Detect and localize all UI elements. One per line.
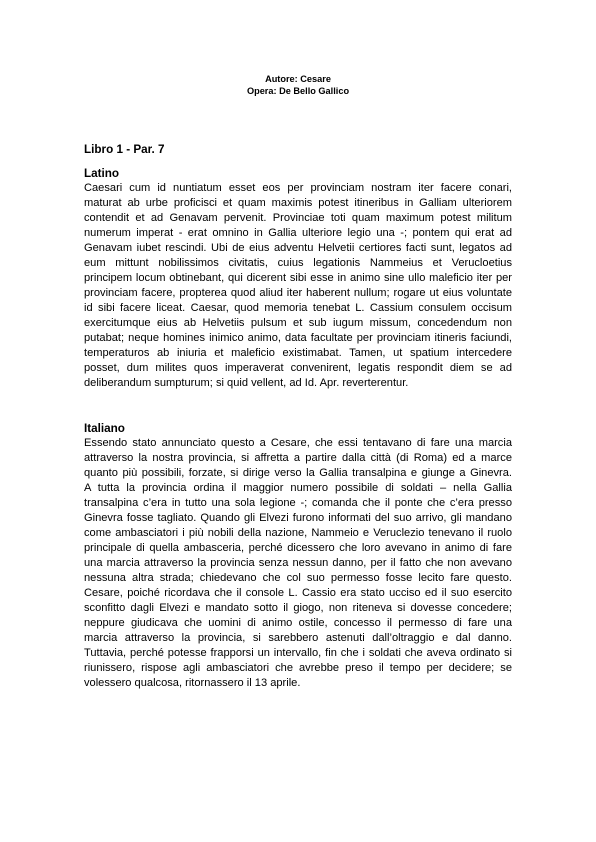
document-header <box>0 73 596 97</box>
text-line: quanto più possibili, forzate, si dirige verso la Gallia transalpina e giunge a Ginevra. <box>84 467 512 479</box>
text-line: una marcia attraverso la provincia senza nessun danno, per il fatto che non avevano <box>84 557 512 569</box>
text-line: Tuttavia, perché potesse frapporsi un intervallo, fin che i soldati che aveva ordinato si <box>84 647 512 659</box>
text-line: contendit et ad Genavam pervenit. Provinciae toti quam maximum potest militum <box>84 212 512 224</box>
text-line: nessuna altra strada; chiedevano che col suo permesso fosse lecito fare questo. <box>84 572 512 584</box>
text-line: attraverso la nostra provincia, si affretta a partire dalla città (di Roma) ed a marce <box>84 452 512 464</box>
text-line: exercitumque eius ab Helvetiis pulsum et sub iugum missum, concedendum non <box>84 317 512 329</box>
chapter-title: Libro 1 - Par. 7 <box>84 143 165 156</box>
text-line: marcia attraverso la provincia, si sarebbero astenuti dall’oltraggio e dal danno. <box>84 632 512 644</box>
text-line: sconfitto dagli Elvezi e mandato sotto il giogo, non riteneva si dovesse concedere; <box>84 602 512 614</box>
text-line: temperaturos ab iniuria et maleficio existimabat. Tamen, ut spatium intercedere <box>84 347 512 359</box>
text-line: deliberandum sumpturum; si quid vellent, ad Id. Apr. reverterentur. <box>84 377 409 389</box>
text-line: Cesare, poiché ricordava che il console L. Cassio era stato ucciso ed il suo esercito <box>84 587 512 599</box>
text-line: putabat; neque homines inimico animo, data facultate per provinciam itineris faciundi, <box>84 332 512 344</box>
text-line: eum mittunt nobilissimos civitatis, cuius legationis Nammeius et Verucloetius <box>84 257 512 269</box>
author-line: Autore: Cesare <box>265 74 331 84</box>
text-line: volessero qualcosa, ritornassero il 13 aprile. <box>84 677 301 689</box>
text-line: numerum imperat - erat omnino in Gallia ulteriore legio una -; pontem qui erat ad <box>84 227 512 239</box>
text-line: posset, dum milites quos imperaverat convenirent, legatis respondit diem se ad <box>84 362 512 374</box>
italian-heading: Italiano <box>84 422 125 435</box>
text-line: Essendo stato annunciato questo a Cesare, che essi tentavano di fare una marcia <box>84 437 512 449</box>
text-line: principem locum obtinebant, qui dicerent sibi esse in animo sine ullo maleficio iter per <box>84 272 512 284</box>
text-line: riunissero, rispose agli ambasciatori che avrebbe preso il tempo per decidere; se <box>84 662 512 674</box>
text-line: provinciam facere, propterea quod aliud iter haberent nullum; rogare ut eius voluntate <box>84 287 512 299</box>
work-line: Opera: De Bello Gallico <box>246 86 350 96</box>
latin-heading: Latino <box>84 167 120 180</box>
text-line: Genavam iubet rescindi. Ubi de eius adventu Helvetii certiores facti sunt, legatos ad <box>84 242 512 254</box>
text-line: Ginevra fosse tagliato. Quando gli Elvezi furono informati del suo arrivo, gli mandano <box>84 512 512 524</box>
text-line: come ambasciatori i più nobili della nazione, Nammeio e Veruclezio tenevano il ruolo <box>84 527 512 539</box>
text-line: maturat ab urbe proficisci et quam maximis potest itineribus in Galliam ulteriorem <box>84 197 512 209</box>
text-line: transalpina c’era in tutto una sola legione -; comanda che il ponte che c’era presso <box>84 497 512 509</box>
text-line: Caesari cum id nuntiatum esset eos per provinciam nostram iter facere conari, <box>84 182 512 194</box>
text-line: A tutta la provincia ordina il maggior numero possibile di soldati – nella Gallia <box>84 482 512 494</box>
text-line: neppure giudicava che uomini di animo ostile, concesso il permesso di fare una <box>84 617 512 629</box>
text-line: id sibi facere liceat. Caesar, quod memoria tenebat L. Cassium consulem occisum <box>84 302 512 314</box>
text-line: principale di quella ambasceria, perché dicessero che loro avevano in animo di fare <box>84 542 512 554</box>
